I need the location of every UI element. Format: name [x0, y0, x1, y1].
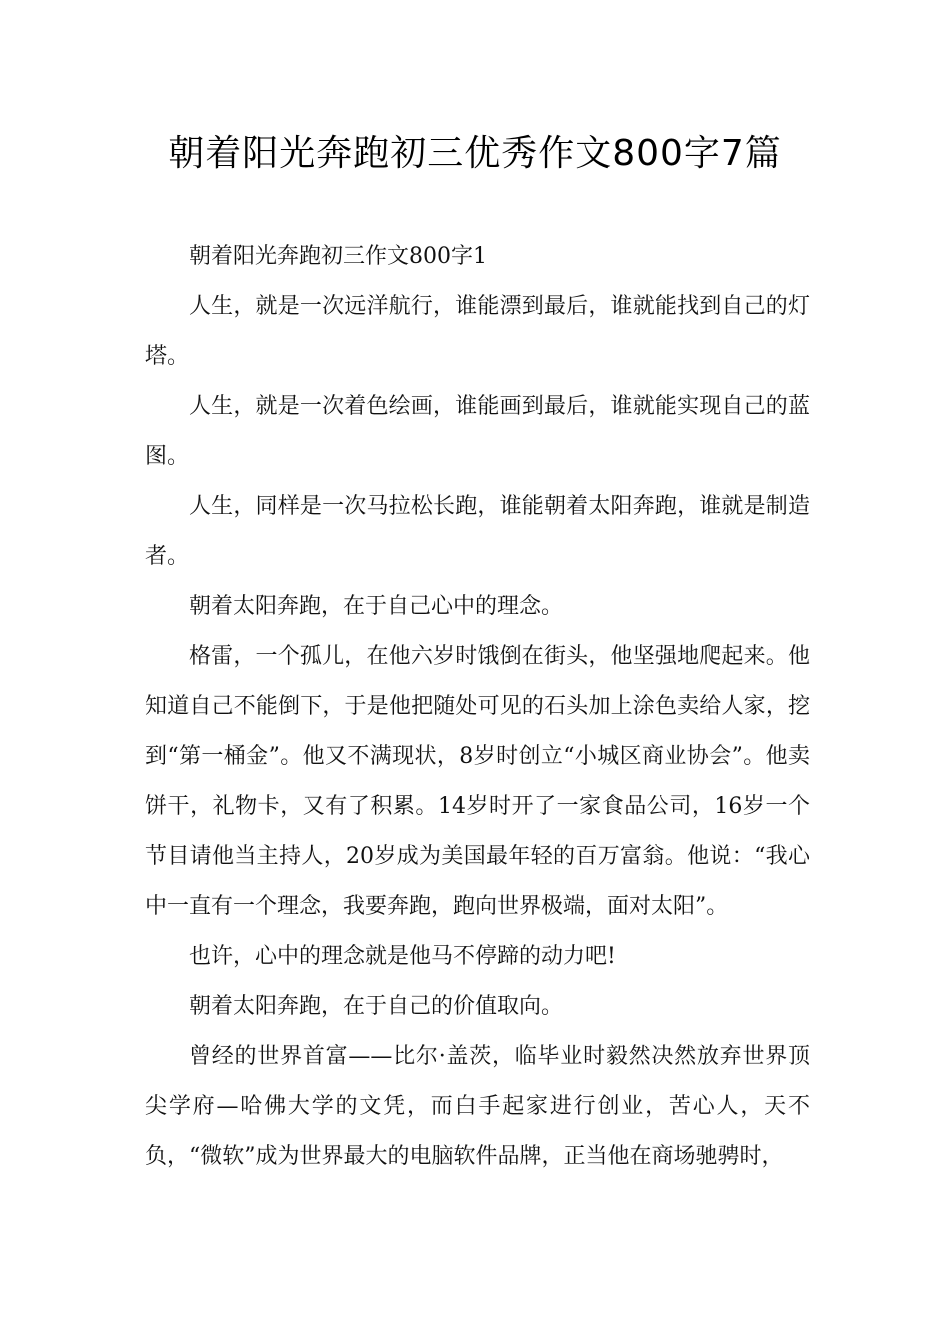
document-title: 朝着阳光奔跑初三优秀作文800字7篇 — [168, 133, 782, 174]
paragraph: 人生，就是一次远洋航行，谁能漂到最后，谁就能找到自己的灯塔。 — [145, 294, 810, 369]
paragraph: 朝着太阳奔跑，在于自己心中的理念。 — [189, 594, 564, 619]
paragraph: 人生，就是一次着色绘画，谁能画到最后，谁就能实现自己的蓝图。 — [145, 394, 810, 469]
paragraph-heading: 朝着阳光奔跑初三作文800字1 — [189, 244, 487, 269]
paragraph: 人生，同样是一次马拉松长跑，谁能朝着太阳奔跑，谁就是制造者。 — [145, 494, 810, 569]
paragraph: 格雷，一个孤儿，在他六岁时饿倒在街头，他坚强地爬起来。他知道自己不能倒下，于是他把随处可见的石头加上涂色卖给人家，挖到“第一桶金”。他又不满现状，8岁时创立“小城区商业协会”。他卖饼干，礼物卡，又有了积累。14岁时开了一家食品公司，16岁一个节目请他当主持人，20岁成为美国最年轻的百万富翁。他说：“我心中一直有一个理念，我要奔跑，跑向世界极端，面对太阳”。 — [145, 644, 810, 919]
document-body — [145, 232, 810, 1182]
paragraph: 朝着太阳奔跑，在于自己的价值取向。 — [189, 994, 564, 1019]
paragraph: 曾经的世界首富——比尔·盖茨，临毕业时毅然决然放弃世界顶尖学府—哈佛大学的文凭，而白手起家进行创业，苦心人，天不负，“微软”成为世界最大的电脑软件品牌，正当他在商场驰骋时， — [145, 1044, 810, 1169]
paragraph: 也许，心中的理念就是他马不停蹄的动力吧! — [189, 944, 616, 969]
